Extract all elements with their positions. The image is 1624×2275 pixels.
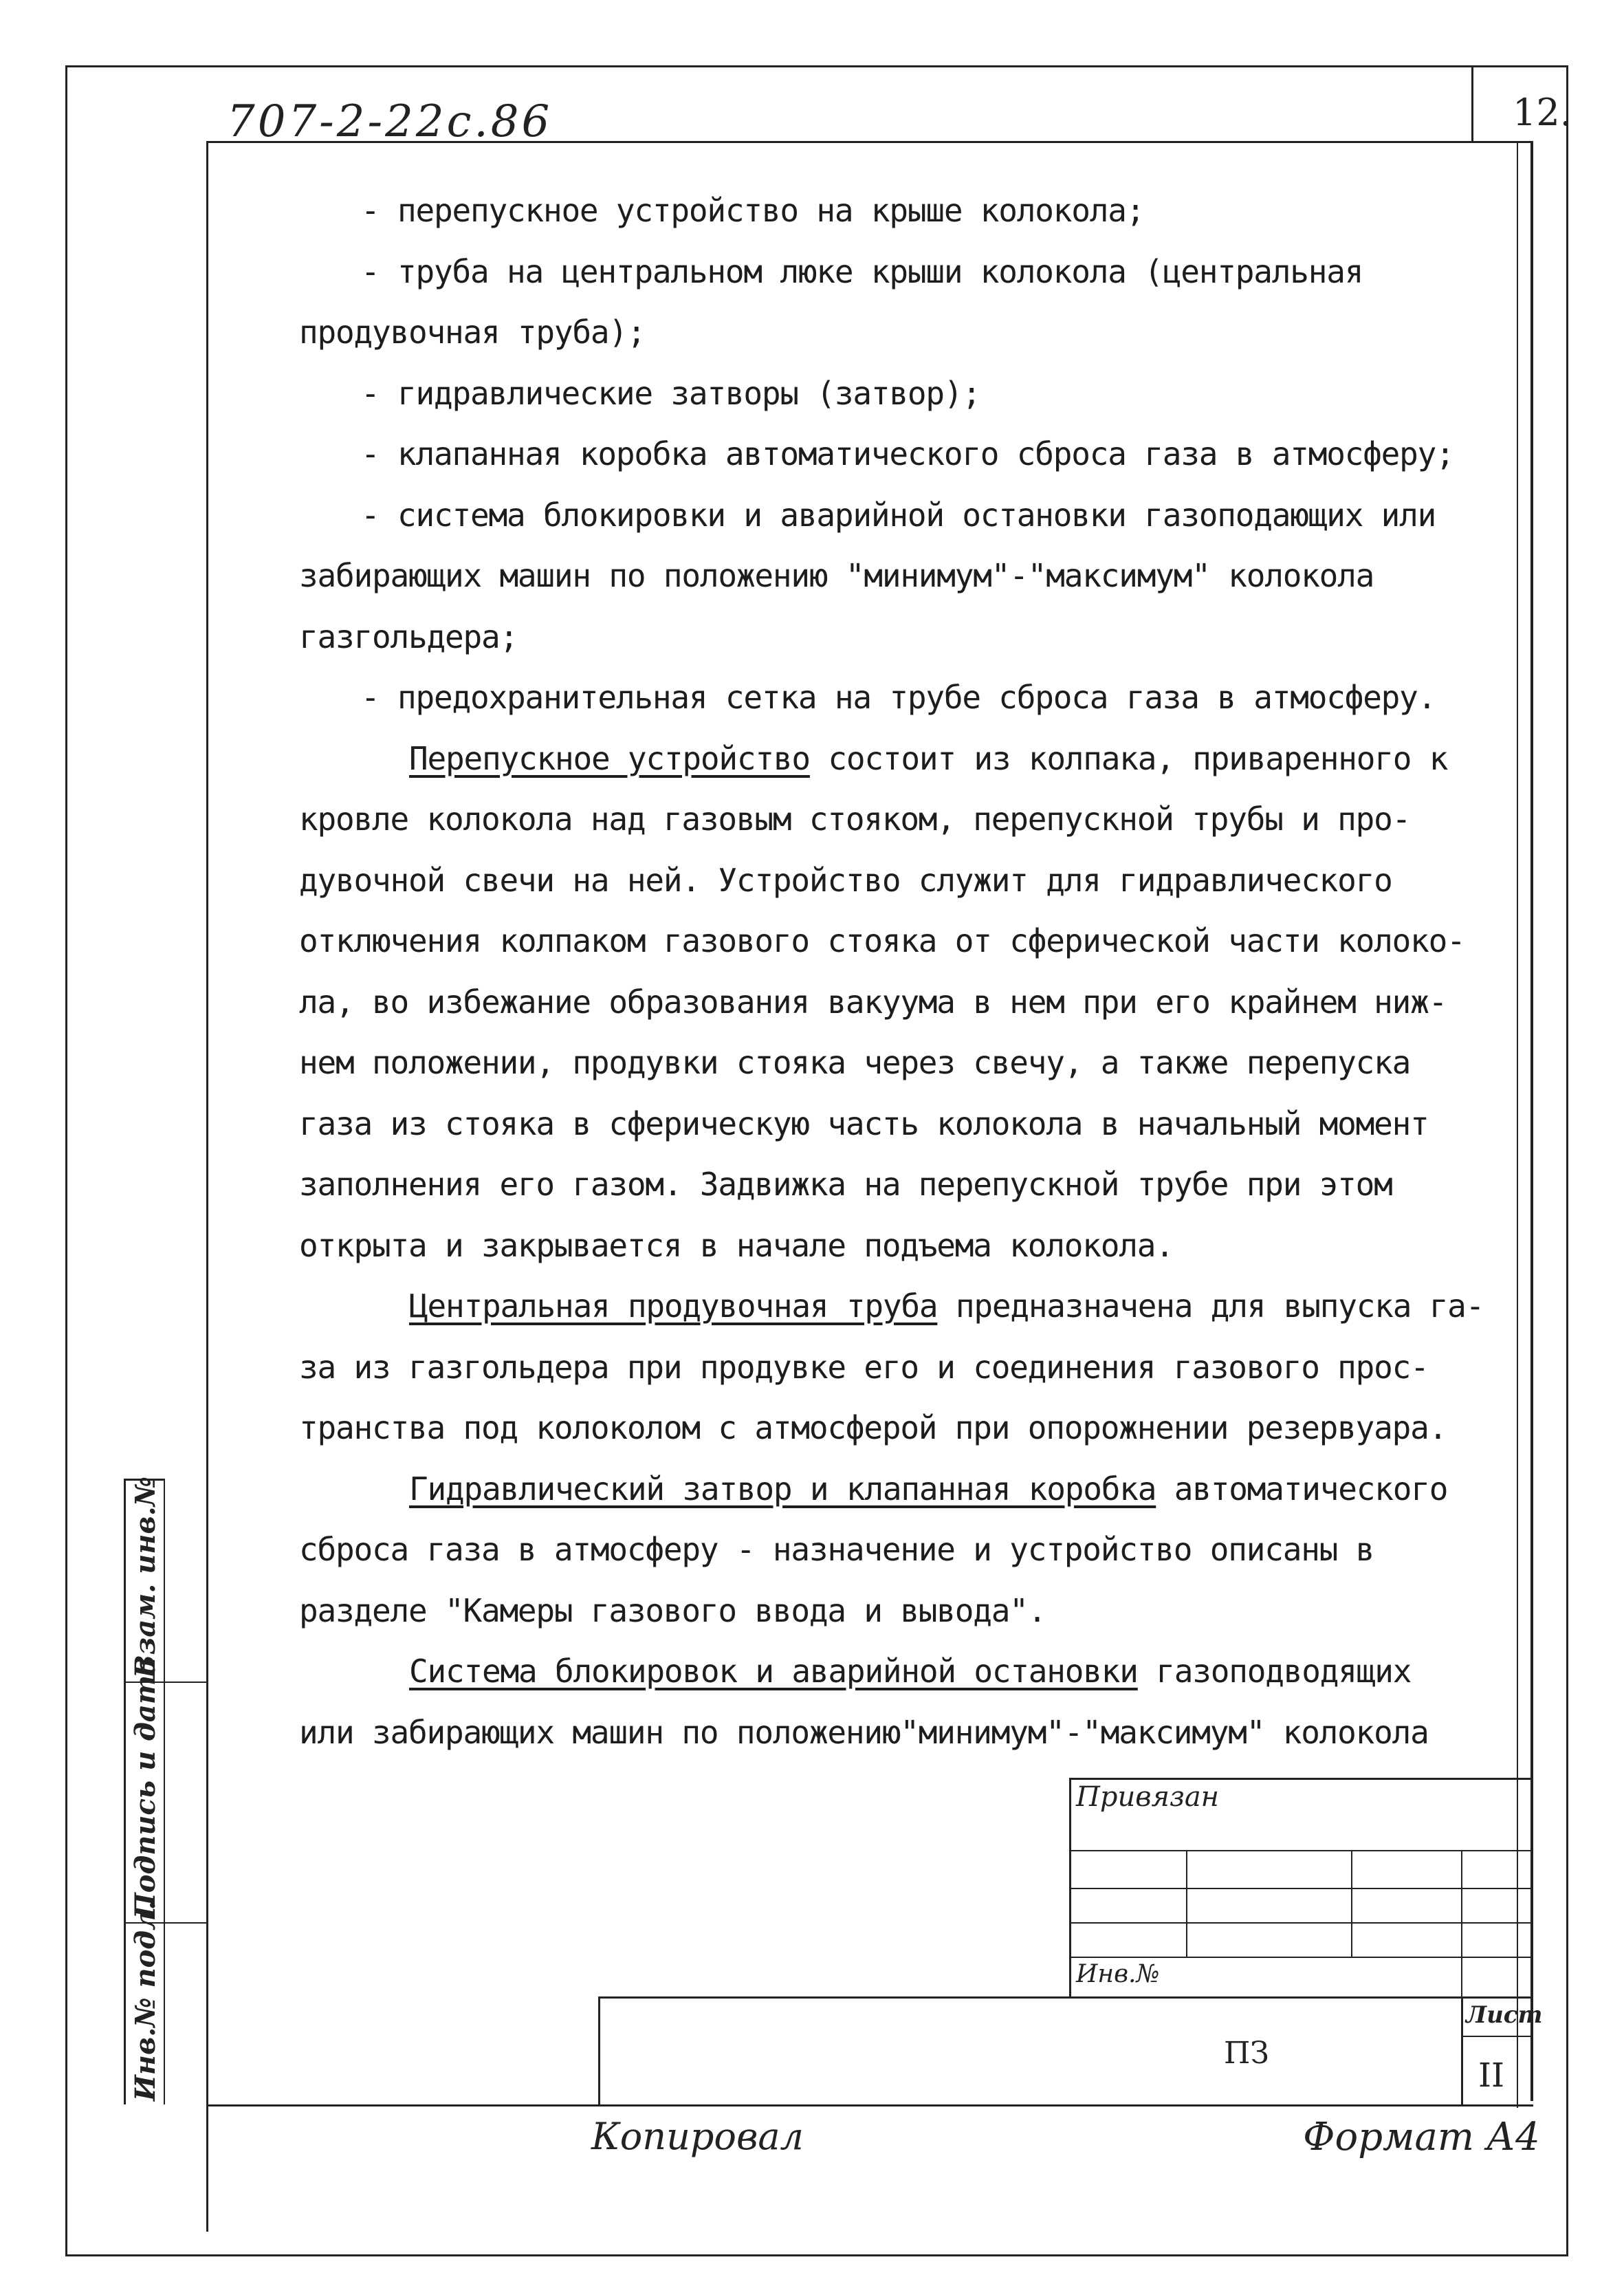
text-line: нем положении, продувки стояка через свечу, а также перепуска [299, 1044, 1411, 1081]
text-line: ла, во избежание образования вакуума в нем при его крайнем ниж- [299, 983, 1447, 1021]
inner-frame-left [206, 141, 208, 2232]
text-line: - система блокировки и аварийной остановки газоподающих или [361, 496, 1436, 534]
page-number-box-left [1471, 65, 1473, 142]
tb-lower-sheet-col [1461, 1996, 1463, 2107]
underlined-term: Перепускное устройство [409, 739, 810, 777]
text-fragment: предназначена для выпуска га- [937, 1287, 1484, 1325]
inner-frame-right-double [1517, 141, 1518, 2108]
tb-lower-sheet-row [1461, 2036, 1531, 2037]
inner-frame-right [1530, 141, 1533, 2101]
tb-lower-top [598, 1996, 1531, 1999]
outer-frame-bottom [65, 2254, 1568, 2256]
text-line: - труба на центральном люке крыши колокола (центральная [361, 252, 1363, 290]
text-line: - клапанная коробка автоматического сброса газа в атмосферу; [361, 435, 1454, 472]
text-line [299, 728, 1509, 790]
outer-frame-right [1566, 65, 1568, 2256]
inv-no-label: Инв.№ [1076, 1960, 1160, 1988]
underlined-term: Система блокировок и аварийной остановки [409, 1653, 1138, 1690]
tb-col2 [1351, 1850, 1352, 1958]
document-body [299, 180, 1509, 1763]
text-line: продувочная труба); [299, 314, 646, 351]
text-line: сброса газа в атмосферу - назначение и устройство описаны в [299, 1531, 1374, 1568]
side-stamp-left [124, 1479, 126, 2104]
text-line: за из газгольдера при продувке его и соединения газового прос- [299, 1348, 1429, 1386]
section-code: ПЗ [1224, 2036, 1269, 2071]
text-line [299, 1276, 1509, 1337]
outer-frame-left [65, 65, 67, 2256]
side-label-vzam-inv: Взам. инв.№ [129, 1476, 162, 1678]
tb-lower-left [598, 1996, 600, 2107]
outer-frame-top [65, 65, 1568, 67]
underlined-term: Гидравлический затвор и клапанная коробка [409, 1470, 1156, 1507]
tb-col1 [1186, 1850, 1187, 1958]
text-line: транства под колоколом с атмосферой при опорожнении резервуара. [299, 1409, 1447, 1446]
text-line: разделе "Камеры газового ввода и вывода". [299, 1591, 1046, 1629]
text-line: газа из стояка в сферическую часть колокола в начальный момент [299, 1104, 1429, 1142]
privyazan-label: Привязан [1076, 1781, 1220, 1813]
text-line: - предохранительная сетка на трубе сброса газа в атмосферу. [361, 679, 1436, 716]
inner-frame-bottom [206, 2104, 1533, 2107]
text-line: - перепускное устройство на крыше колокола; [361, 192, 1145, 229]
text-fragment: автоматического [1156, 1470, 1448, 1507]
text-line: дувочной свечи на ней. Устройство служит для гидравлического [299, 861, 1392, 899]
tb-col3 [1461, 1850, 1462, 1998]
text-line [299, 1459, 1509, 1520]
copied-by-label: Копировал [591, 2115, 804, 2158]
page-number: 12. [1513, 91, 1572, 134]
side-label-podpis-data: Подпись и дата [129, 1657, 162, 1919]
text-line: отключения колпаком газового стояка от сферической части колоко- [299, 922, 1465, 959]
text-line: открыта и закрывается в начале подъема колокола. [299, 1226, 1174, 1264]
text-line: забирающих машин по положению "минимум"-"максимум" колокола [299, 557, 1374, 594]
format-label: Формат А4 [1303, 2115, 1540, 2159]
text-line: - гидравлические затворы (затвор); [361, 374, 980, 412]
tb-upper-top [1069, 1778, 1531, 1780]
text-line [299, 1641, 1509, 1702]
text-line: кровле колокола над газовым стояком, перепускной трубы и про- [299, 801, 1411, 838]
text-line: газгольдера; [299, 618, 518, 655]
text-line: или забирающих машин по положению"минимум"-"максимум" колокола [299, 1713, 1429, 1751]
underlined-term: Центральная продувочная труба [409, 1287, 938, 1325]
side-stamp-right [164, 1479, 165, 2104]
document-code: 707-2-22с.86 [227, 96, 553, 147]
sheet-number: II [1478, 2056, 1504, 2095]
text-line: заполнения его газом. Задвижка на перепускной трубе при этом [299, 1166, 1392, 1203]
text-fragment: газоподводящих [1137, 1653, 1412, 1690]
sheet-label: Лист [1466, 2001, 1543, 2029]
side-label-inv-podl: Инв.№ подл. [129, 1900, 162, 2101]
text-fragment: состоит из колпака, приваренного к [809, 739, 1448, 777]
